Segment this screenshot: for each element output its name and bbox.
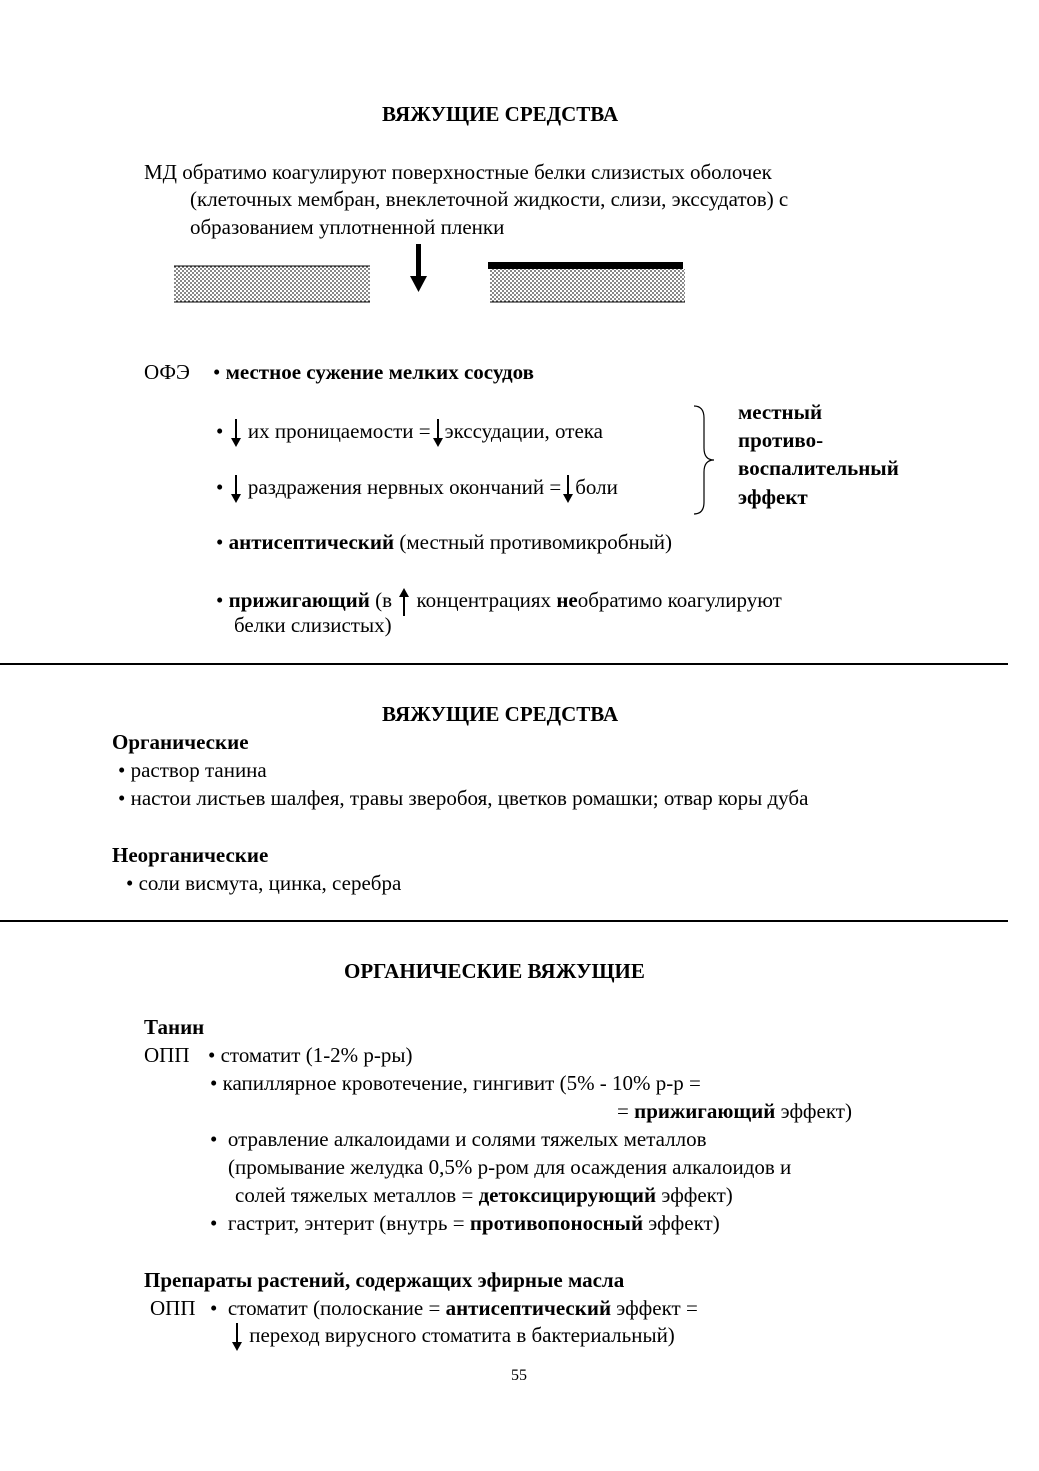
down-arrow-icon <box>561 474 575 504</box>
organic-heading: Органические <box>112 730 249 754</box>
down-arrow-icon <box>431 418 445 448</box>
down-arrow-icon <box>410 244 427 292</box>
plants-item-1-bold: антисептический <box>445 1296 612 1320</box>
tanin-item-2-line2-pre: = <box>617 1099 629 1123</box>
ofe-item-3: • раздражения нервных окончаний = боли <box>216 474 618 504</box>
tanin-item-2-line2 <box>617 1101 852 1122</box>
inorganic-item-1-text: соли висмута, цинка, серебра <box>138 871 402 895</box>
membrane-illustration <box>170 242 700 312</box>
divider-1 <box>0 663 1008 665</box>
tanin-item-2-line2-bold: прижигающий <box>634 1099 776 1123</box>
tanin-item-1-text: стоматит (1-2% р-ры) <box>220 1043 413 1067</box>
intro-line-2: (клеточных мембран, внеклеточной жидкости, слизи, экссудатов) с <box>190 187 789 211</box>
ofe-item-5-neg: не <box>556 587 578 612</box>
ofe-label: ОФЭ <box>144 360 190 384</box>
tanin-item-2: • капиллярное кровотечение, гингивит (5% - 10% р-р = <box>210 1071 701 1095</box>
ofe-item-3-text-b: боли <box>575 474 618 499</box>
tanin-item-4-bold: противопоносный <box>469 1211 644 1235</box>
tanin-item-3-line3-bold: детоксицирующий <box>478 1183 657 1207</box>
divider-2 <box>0 920 1008 922</box>
ofe-item-5-mid: концентрациях <box>416 587 552 612</box>
up-arrow-icon <box>397 587 411 617</box>
ofe-item-4-bold: антисептический <box>228 530 395 554</box>
brace-label-4: эффект <box>738 485 808 509</box>
tanin-item-3-line3-pre: солей тяжелых металлов = <box>235 1183 474 1207</box>
mucosa-before <box>174 266 370 302</box>
down-arrow-icon <box>229 474 243 504</box>
brace-label-1: местный <box>738 400 823 424</box>
ofe-item-5-bold: прижигающий <box>228 587 370 612</box>
plants-item-1-pre: стоматит (полоскание = <box>227 1296 441 1320</box>
curly-brace-icon <box>690 404 720 516</box>
section2-title: ВЯЖУЩИЕ СРЕДСТВА <box>382 702 619 726</box>
plants-item-1-post: эффект = <box>616 1296 698 1320</box>
tanin-item-1: • стоматит (1-2% р-ры) <box>208 1043 413 1067</box>
tanin-item-3-line3-post: эффект) <box>661 1183 733 1207</box>
plants-item-1-line2 <box>230 1322 675 1352</box>
plants-heading: Препараты растений, содержащих эфирные масла <box>144 1268 625 1292</box>
ofe-item-4: • антисептический (местный противомикробный) <box>216 530 673 554</box>
tanin-item-4: • гастрит, энтерит (внутрь = противопоносный эффект) <box>210 1211 720 1235</box>
tanin-item-2-line2-post: эффект) <box>780 1099 852 1123</box>
inorganic-heading: Неорганические <box>112 843 269 867</box>
inorganic-item-1: • соли висмута, цинка, серебра <box>126 871 402 895</box>
ofe-item-2-text-b: экссудации, отека <box>444 418 603 443</box>
tanin-item-2-text: капиллярное кровотечение, гингивит (5% - 10% р-р = <box>222 1071 701 1095</box>
down-arrow-icon <box>230 1322 244 1352</box>
page-number: 55 <box>511 1367 527 1384</box>
organic-item-1: • раствор танина <box>118 758 267 782</box>
tanin-item-3-text: отравление алкалоидами и солями тяжелых металлов <box>227 1127 707 1151</box>
brace-label-3: воспалительный <box>738 456 899 480</box>
brace-label-2: противо- <box>738 428 824 452</box>
tanin-item-3-line2: (промывание желудка 0,5% р-ром для осаждения алкалоидов и <box>228 1155 792 1179</box>
ofe-item-4-rest: (местный противомикробный) <box>399 530 673 554</box>
tanin-heading: Танин <box>144 1015 205 1039</box>
intro-line-1: МД обратимо коагулируют поверхностные белки слизистых оболочек <box>144 160 772 184</box>
organic-item-1-text: раствор танина <box>130 758 267 782</box>
opp-label: ОПП <box>144 1043 190 1067</box>
ofe-item-5: • прижигающий (в концентрациях необратимо коагулируют <box>216 587 782 617</box>
organic-item-2-text: настои листьев шалфея, травы зверобоя, цветков ромашки; отвар коры дуба <box>130 786 809 810</box>
tanin-item-3: • отравление алкалоидами и солями тяжелых металлов <box>210 1127 707 1151</box>
ofe-item-2-text-a: их проницаемости = <box>247 418 431 443</box>
plants-item-1-line2-text: переход вирусного стоматита в бактериальный) <box>249 1322 675 1347</box>
section1-title: ВЯЖУЩИЕ СРЕДСТВА <box>382 102 619 126</box>
ofe-item-1-text: местное сужение мелких сосудов <box>225 360 534 384</box>
plants-item-1: • стоматит (полоскание = антисептический эффект = <box>210 1296 698 1320</box>
ofe-item-5-line2: белки слизистых) <box>234 613 392 637</box>
ofe-item-5-pre: (в <box>375 587 392 612</box>
ofe-item-5-post: обратимо коагулируют <box>577 587 782 612</box>
down-arrow-icon <box>229 418 243 448</box>
ofe-item-1: • местное сужение мелких сосудов <box>213 360 534 384</box>
tanin-item-3-line3 <box>235 1185 733 1206</box>
intro-line-3: образованием уплотненной пленки <box>190 215 505 239</box>
section3-title: ОРГАНИЧЕСКИЕ ВЯЖУЩИЕ <box>344 959 645 983</box>
ofe-item-2: • их проницаемости = экссудации, отека <box>216 418 603 448</box>
ofe-item-3-text-a: раздражения нервных окончаний = <box>247 474 562 499</box>
organic-item-2: • настои листьев шалфея, травы зверобоя, цветков ромашки; отвар коры дуба <box>118 786 809 810</box>
plants-opp-label: ОПП <box>150 1296 196 1320</box>
tanin-item-4-pre: гастрит, энтерит (внутрь = <box>227 1211 465 1235</box>
mucosa-after-film <box>488 262 685 302</box>
tanin-item-4-post: эффект) <box>648 1211 720 1235</box>
